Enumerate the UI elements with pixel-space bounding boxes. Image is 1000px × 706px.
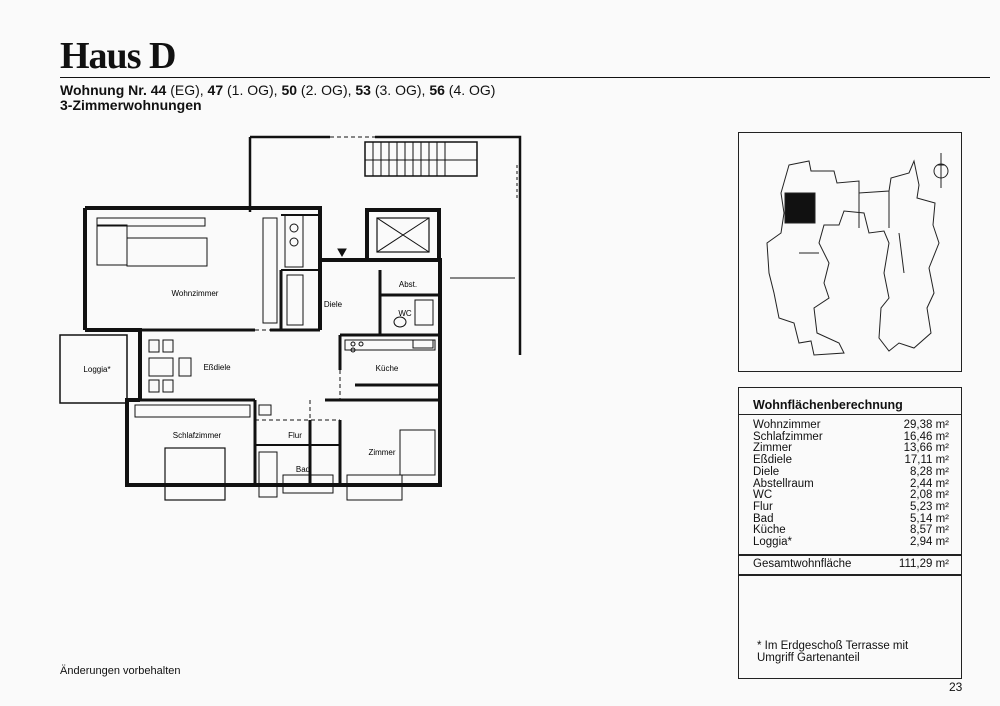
room-schlafzimmer: Schlafzimmer xyxy=(172,431,222,440)
area-row-value: 8,57 m² xyxy=(910,524,949,537)
page-number: 23 xyxy=(949,680,963,694)
area-row xyxy=(753,467,949,479)
area-row-label: Eßdiele xyxy=(753,454,792,467)
area-row-value: 29,38 m² xyxy=(903,419,949,431)
total-rule xyxy=(739,554,961,556)
area-row-label: Loggia* xyxy=(753,536,793,549)
area-row-value: 2,08 m² xyxy=(910,489,949,502)
area-row-value: 5,23 m² xyxy=(910,500,949,513)
units-line-segment: (EG), xyxy=(166,82,208,98)
floor-plan xyxy=(55,130,535,510)
total-label: Gesamtwohnfläche xyxy=(753,558,852,570)
room-zimmer: Zimmer xyxy=(368,448,396,457)
footnote-line-2: Umgriff Gartenanteil xyxy=(757,652,860,664)
area-row-label: WC xyxy=(753,489,773,502)
units-line-segment: 53 xyxy=(355,82,371,98)
room-diele: Diele xyxy=(323,300,343,309)
room-bad: Bad xyxy=(295,465,311,474)
total-value: 111,29 m² xyxy=(898,558,949,570)
area-row xyxy=(753,537,949,549)
area-table-header xyxy=(739,388,961,415)
area-row-value: 17,11 m² xyxy=(904,454,949,467)
location-map xyxy=(738,132,962,372)
room-flur: Flur xyxy=(288,431,302,440)
site-plan-drawing xyxy=(739,133,961,371)
units-line-segment: (1. OG), xyxy=(223,82,282,98)
units-line-segment: (2. OG), xyxy=(297,82,356,98)
title-rule xyxy=(60,77,990,78)
footnote-line-1: * Im Erdgeschoß Terrasse mit xyxy=(757,640,909,652)
area-calculation-panel xyxy=(738,387,962,679)
area-row-value: 2,44 m² xyxy=(910,477,949,490)
room-loggia: Loggia* xyxy=(83,365,111,374)
units-line-segment: (3. OG), xyxy=(370,82,430,98)
room-kueche: Küche xyxy=(375,364,399,373)
room-wc: WC xyxy=(398,309,412,318)
units-line-segment: 44 xyxy=(150,82,167,98)
units-line-segment: 56 xyxy=(429,82,445,98)
units-line-segment: (4. OG) xyxy=(444,82,496,98)
footer-note: Änderungen vorbehalten xyxy=(60,665,181,677)
area-row-label: Diele xyxy=(753,465,780,478)
total-rule-bottom xyxy=(739,574,961,576)
apartment-type: 3-Zimmerwohnungen xyxy=(60,97,202,113)
units-line-segment: 47 xyxy=(207,82,224,98)
page-title: Haus D xyxy=(60,35,176,77)
area-row-label: Abstellraum xyxy=(753,477,814,490)
room-abst: Abst. xyxy=(398,280,418,289)
room-wohnzimmer: Wohnzimmer xyxy=(171,289,219,298)
footnote xyxy=(757,640,908,664)
area-row-label: Wohnzimmer xyxy=(753,419,821,431)
area-row xyxy=(753,420,949,432)
units-line-segment: Wohnung Nr. xyxy=(60,82,151,98)
area-row-value: 13,66 m² xyxy=(903,442,949,455)
units-line-segment: 50 xyxy=(281,82,298,98)
total-row xyxy=(753,558,949,570)
area-table-heading: Wohnflächenberechnung xyxy=(753,398,903,412)
area-row-value: 5,14 m² xyxy=(910,512,949,525)
units-line xyxy=(60,82,495,98)
area-row-label: Zimmer xyxy=(753,442,792,455)
area-row-value: 2,94 m² xyxy=(910,536,949,549)
room-essdiele: Eßdiele xyxy=(203,363,231,372)
area-row-value: 8,28 m² xyxy=(910,465,949,478)
area-row xyxy=(753,502,949,514)
area-row-label: Küche xyxy=(753,524,786,537)
area-row-label: Bad xyxy=(753,512,774,525)
area-row-label: Schlafzimmer xyxy=(753,430,823,443)
area-row-label: Flur xyxy=(753,500,773,513)
area-row-value: 16,46 m² xyxy=(903,430,949,443)
area-rows xyxy=(753,420,949,549)
